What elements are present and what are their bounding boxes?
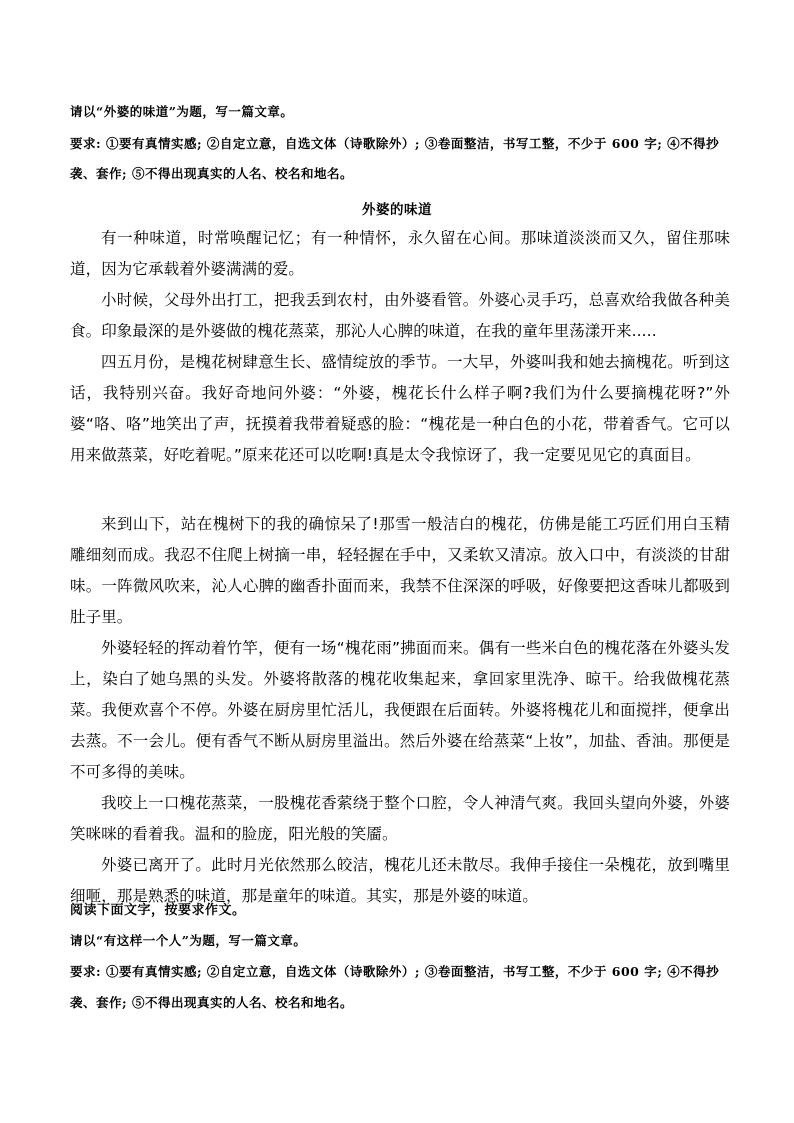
prompt2-instruction: 请以“有这样一个人”为题，写一篇文章。	[70, 933, 307, 948]
prompt1-requirement-line1: 要求: ①要有真情实感; ②自定立意，自选文体（诗歌除外）; ③卷面整洁，书写工整，不少于 600 字; ④不得抄	[70, 136, 720, 151]
essay-title: 外婆的味道	[362, 202, 432, 218]
prompt2-requirement-line1: 要求: ①要有真情实感; ②自定立意，自选文体（诗歌除外）; ③卷面整洁，书写工整，不少于 600 字; ④不得抄	[70, 964, 720, 979]
prompt2-requirement-line2: 袭、套作; ⑤不得出现真实的人名、校名和地名。	[70, 995, 353, 1010]
prompt2-heading: 阅读下面文字，按要求作文。	[70, 903, 246, 918]
essay-paragraph: 来到山下，站在槐树下的我的确惊呆了!那雪一般洁白的槐花，仿佛是能工巧匠们用白玉精雕细刻而成。我忍不住爬上树摘一串，轻轻握在手中，又柔软又清凉。放入口中，有淡淡的甘甜味。一阵微风吹来，沁人心脾的幽香扑面而来，我禁不住深深的呼吸，好像要把这香味儿都吸到肚子里。	[70, 515, 730, 626]
prompt1-instruction: 请以“外婆的味道”为题，写一篇文章。	[70, 104, 294, 119]
prompt1-requirement-line2: 袭、套作; ⑤不得出现真实的人名、校名和地名。	[70, 166, 353, 181]
essay-paragraph: 我咬上一口槐花蒸菜，一股槐花香萦绕于整个口腔，令人神清气爽。我回头望向外婆，外婆笑咪咪的看着我。温和的脸庞，阳光般的笑靥。	[70, 794, 730, 843]
essay-paragraph: 小时候，父母外出打工，把我丢到农村，由外婆看管。外婆心灵手巧，总喜欢给我做各种美食。印象最深的是外婆做的槐花蒸菜，那沁人心脾的味道，在我的童年里荡漾开来.....	[70, 291, 730, 340]
essay-body-part1	[70, 223, 730, 471]
essay-paragraph: 四五月份，是槐花树肆意生长、盛情绽放的季节。一大早，外婆叫我和她去摘槐花。听到这话，我特别兴奋。我好奇地问外婆：“外婆，槐花长什么样子啊?我们为什么要摘槐花呀?”外婆“咯、咯”地笑出了声，抚摸着我带着疑惑的脸：“槐花是一种白色的小花，带着香气。它可以用来做蒸菜，好吃着呢。”原来花还可以吃啊!真是太令我惊讶了，我一定要见见它的真面目。	[70, 353, 730, 464]
essay-paragraph: 外婆已离开了。此时月光依然那么皎洁，槐花儿还未散尽。我伸手接住一朵槐花，放到嘴里细咂，那是熟悉的味道，那是童年的味道。其实，那是外婆的味道。	[70, 856, 730, 905]
essay-body-part2	[70, 509, 730, 912]
essay-paragraph: 有一种味道，时常唤醒记忆；有一种情怀，永久留在心间。那味道淡淡而又久，留住那味道，因为它承载着外婆满满的爱。	[70, 229, 730, 278]
essay-paragraph: 外婆轻轻的挥动着竹竿，便有一场“槐花雨”拂面而来。偶有一些米白色的槐花落在外婆头发上，染白了她乌黑的头发。外婆将散落的槐花收集起来，拿回家里洗净、晾干。给我做槐花蒸菜。我便欢喜个不停。外婆在厨房里忙活儿，我便跟在后面转。外婆将槐花儿和面搅拌，便拿出去蒸。不一会儿。便有香气不断从厨房里溢出。然后外婆在给蒸菜“上妆”，加盐、香油。那便是不可多得的美味。	[70, 639, 730, 781]
